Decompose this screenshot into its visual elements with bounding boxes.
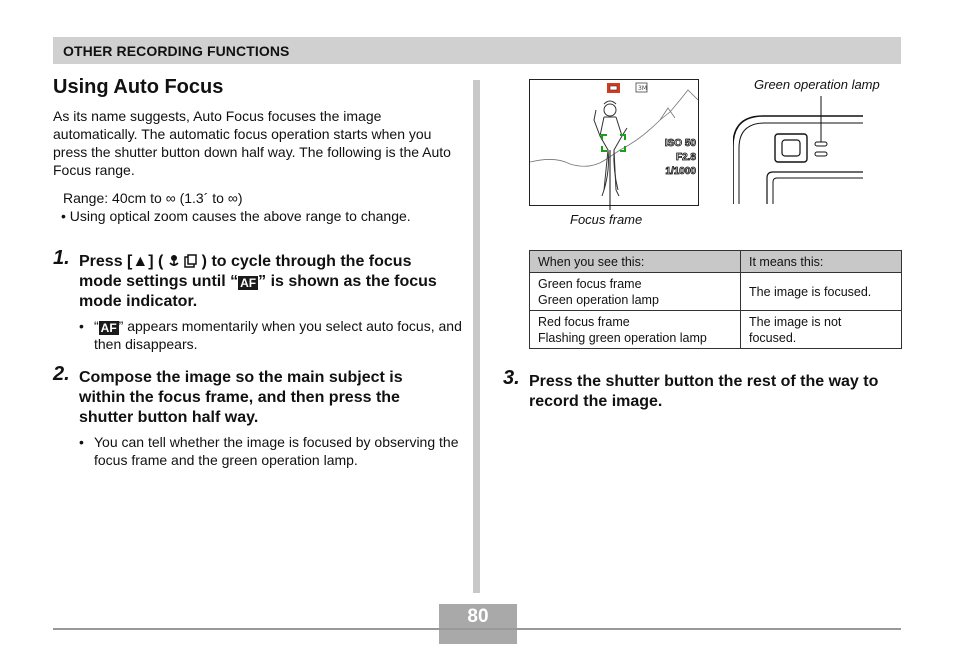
step-2-text: Compose the image so the main subject is within the focus frame, and then press the shutter button half way. xyxy=(79,369,403,426)
step-1-bullet-a: “ xyxy=(94,318,99,334)
green-lamp-icon xyxy=(815,142,827,146)
page-number: 80 xyxy=(467,606,489,627)
step-1-bullet xyxy=(79,317,464,353)
manual-focus-icon xyxy=(184,253,197,270)
range-block xyxy=(63,189,463,225)
step-1-text-b: ) to cycle through the focus mode settings until “ xyxy=(79,253,412,290)
focus-frame-label: Focus frame xyxy=(570,212,643,227)
table-cell-line: focused. xyxy=(749,330,797,345)
lcd-shutter: 1/1000 xyxy=(665,166,696,177)
table-row xyxy=(530,311,902,349)
table-header-see: When you see this: xyxy=(530,251,741,273)
step-3 xyxy=(503,367,909,412)
range-note: • Using optical zoom causes the above range to change. xyxy=(61,208,411,224)
table-cell-see xyxy=(530,311,741,349)
step-2-bullet-text: You can tell whether the image is focused by observing the focus frame and the green operation lamp. xyxy=(94,434,459,468)
range-line: Range: 40cm to ∞ (1.3´ to ∞) xyxy=(63,190,243,206)
page-number-box xyxy=(439,604,517,628)
table-cell-means xyxy=(741,311,902,349)
step-3-text: Press the shutter button the rest of the way to record the image. xyxy=(529,373,879,410)
step-1-number: 1. xyxy=(53,247,70,269)
table-cell-see xyxy=(530,273,741,311)
viewfinder-icon xyxy=(775,134,807,162)
lcd-aperture: F2.8 xyxy=(675,152,696,163)
af-indicator-icon: AF xyxy=(240,276,257,290)
column-divider xyxy=(473,80,480,593)
page-number-box-tail xyxy=(439,630,517,644)
table-row xyxy=(530,273,902,311)
step-2-bullet xyxy=(79,433,464,469)
lcd-iso: ISO 50 xyxy=(664,138,696,149)
step-3-number: 3. xyxy=(503,367,520,389)
step-2 xyxy=(53,363,449,428)
macro-flower-icon xyxy=(168,253,180,270)
step-1-text-a: Press [▲] ( xyxy=(79,253,164,270)
table-cell-means xyxy=(741,273,902,311)
table-cell-line: Flashing green operation lamp xyxy=(538,330,707,345)
step-1 xyxy=(53,247,449,312)
step-1-text-c: ” is shown as the focus mode indicator. xyxy=(79,273,437,310)
page-title: Using Auto Focus xyxy=(53,76,224,98)
table-cell-line: The image is not xyxy=(749,314,842,329)
table-cell-line: The image is focused. xyxy=(749,284,872,299)
af-indicator-icon: AF xyxy=(100,321,117,335)
bullet-dot: • xyxy=(79,434,84,450)
table-cell-line: Green focus frame xyxy=(538,276,642,291)
table-cell-line: Red focus frame xyxy=(538,314,630,329)
red-lamp-icon xyxy=(815,152,827,156)
focus-frame-leader-line xyxy=(600,150,620,214)
intro-paragraph: As its name suggests, Auto Focus focuses the image automatically. The automatic focus operation starts when you press the shutter button down half way. The following is the Auto Focus range. xyxy=(53,108,451,178)
table-cell-line: Green operation lamp xyxy=(538,292,659,307)
table-header-means: It means this: xyxy=(741,251,902,273)
table-header-row xyxy=(530,251,902,273)
bullet-dot: • xyxy=(79,318,84,334)
focus-status-table xyxy=(529,250,902,349)
green-lamp-label: Green operation lamp xyxy=(754,77,880,92)
step-2-number: 2. xyxy=(53,363,70,385)
step-1-bullet-b: ” appears momentarily when you select auto focus, and then disappears. xyxy=(94,318,462,352)
section-header-bar xyxy=(53,37,901,64)
camera-back-illustration xyxy=(733,96,863,204)
svg-text:3M: 3M xyxy=(638,85,647,92)
section-header-text: OTHER RECORDING FUNCTIONS xyxy=(63,43,290,59)
